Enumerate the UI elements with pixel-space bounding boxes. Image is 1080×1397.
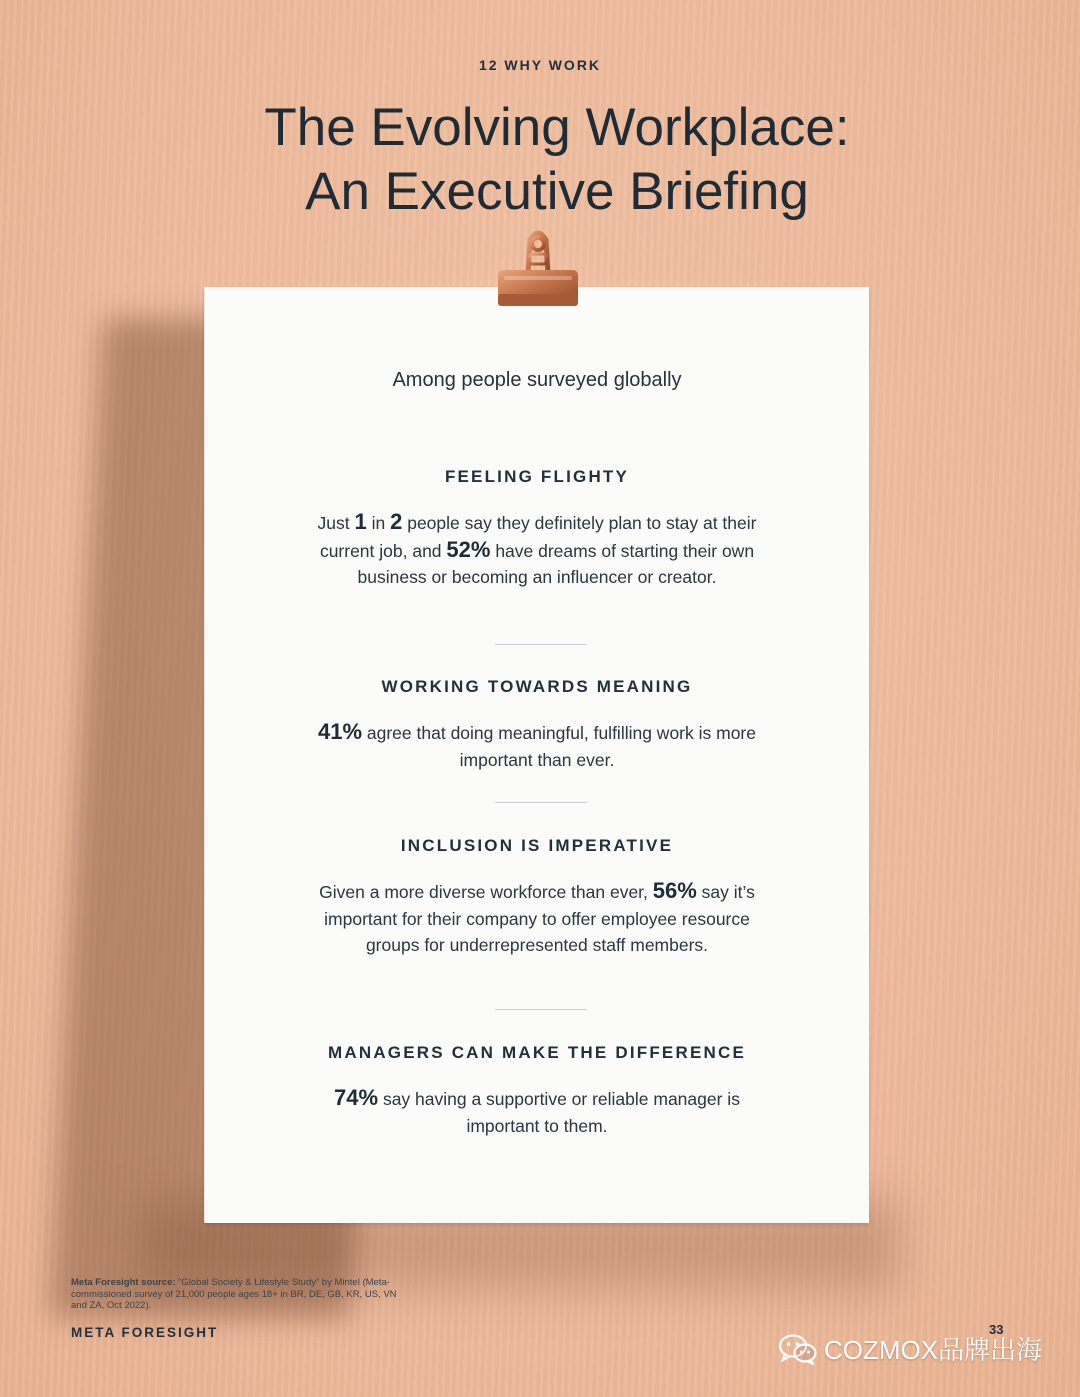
section-body [312, 719, 762, 773]
section-heading: FEELING FLIGHTY [444, 467, 630, 486]
body-text: in [366, 513, 391, 533]
title-line-2: An Executive Briefing [305, 162, 809, 221]
source-note [71, 1277, 401, 1312]
title-line-1: The Evolving Workplace: [264, 98, 850, 157]
section-divider [495, 1009, 587, 1010]
section-heading: MANAGERS CAN MAKE THE DIFFERENCE [328, 1043, 746, 1062]
stat-value: 52% [446, 536, 491, 562]
page-kicker: 12 WHY WORK [478, 57, 602, 73]
stat-value: 41% [317, 719, 363, 744]
body-text: say it’s important for their company to offer employee resource groups for underrepresented staff members. [324, 882, 755, 955]
card-intro: Among people surveyed globally [392, 369, 682, 391]
section-divider [495, 644, 587, 645]
body-text: people say they definitely plan to stay at their current job, and [319, 513, 757, 561]
section-working-towards-meaning [205, 677, 869, 773]
source-label: Meta Foresight source: [71, 1277, 176, 1288]
body-text: Just [317, 513, 355, 533]
section-body [317, 878, 757, 959]
section-feeling-flighty [205, 467, 869, 591]
page-title [0, 96, 1080, 224]
footer-brand: META FORESIGHT [71, 1325, 219, 1340]
binder-clip-icon [490, 224, 586, 316]
stat-value: 1 [354, 509, 367, 534]
body-text: agree that doing meaningful, fulfilling work is more important than ever. [362, 723, 756, 770]
section-divider [495, 802, 587, 803]
body-text: say having a supportive or reliable manager is important to them. [378, 1089, 740, 1136]
section-heading: WORKING TOWARDS MEANING [381, 677, 693, 696]
section-managers [205, 1043, 869, 1139]
section-body [307, 509, 767, 591]
stat-value: 2 [390, 509, 403, 534]
body-text: Given a more diverse workforce than ever, [319, 882, 653, 902]
body-text: have dreams of starting their own business or becoming an influencer or creator. [357, 540, 755, 587]
paper-card [204, 287, 869, 1223]
section-heading: INCLUSION IS IMPERATIVE [400, 836, 674, 855]
watermark [778, 1330, 1042, 1367]
source-text: “Global Society & Lifestyle Study” by Mintel (Meta-commissioned survey of 21,000 people ages 18+ in BR, DE, GB, KR, US, VN and ZA, Oct 2022). [71, 1277, 397, 1311]
watermark-text: COZMOX品牌出海 [824, 1335, 1043, 1365]
wechat-icon [778, 1333, 818, 1365]
stat-value: 74% [334, 1085, 379, 1110]
section-body [317, 1085, 757, 1139]
page-number: 33 [989, 1322, 1004, 1337]
section-inclusion [205, 836, 869, 959]
stat-value: 56% [652, 878, 697, 903]
